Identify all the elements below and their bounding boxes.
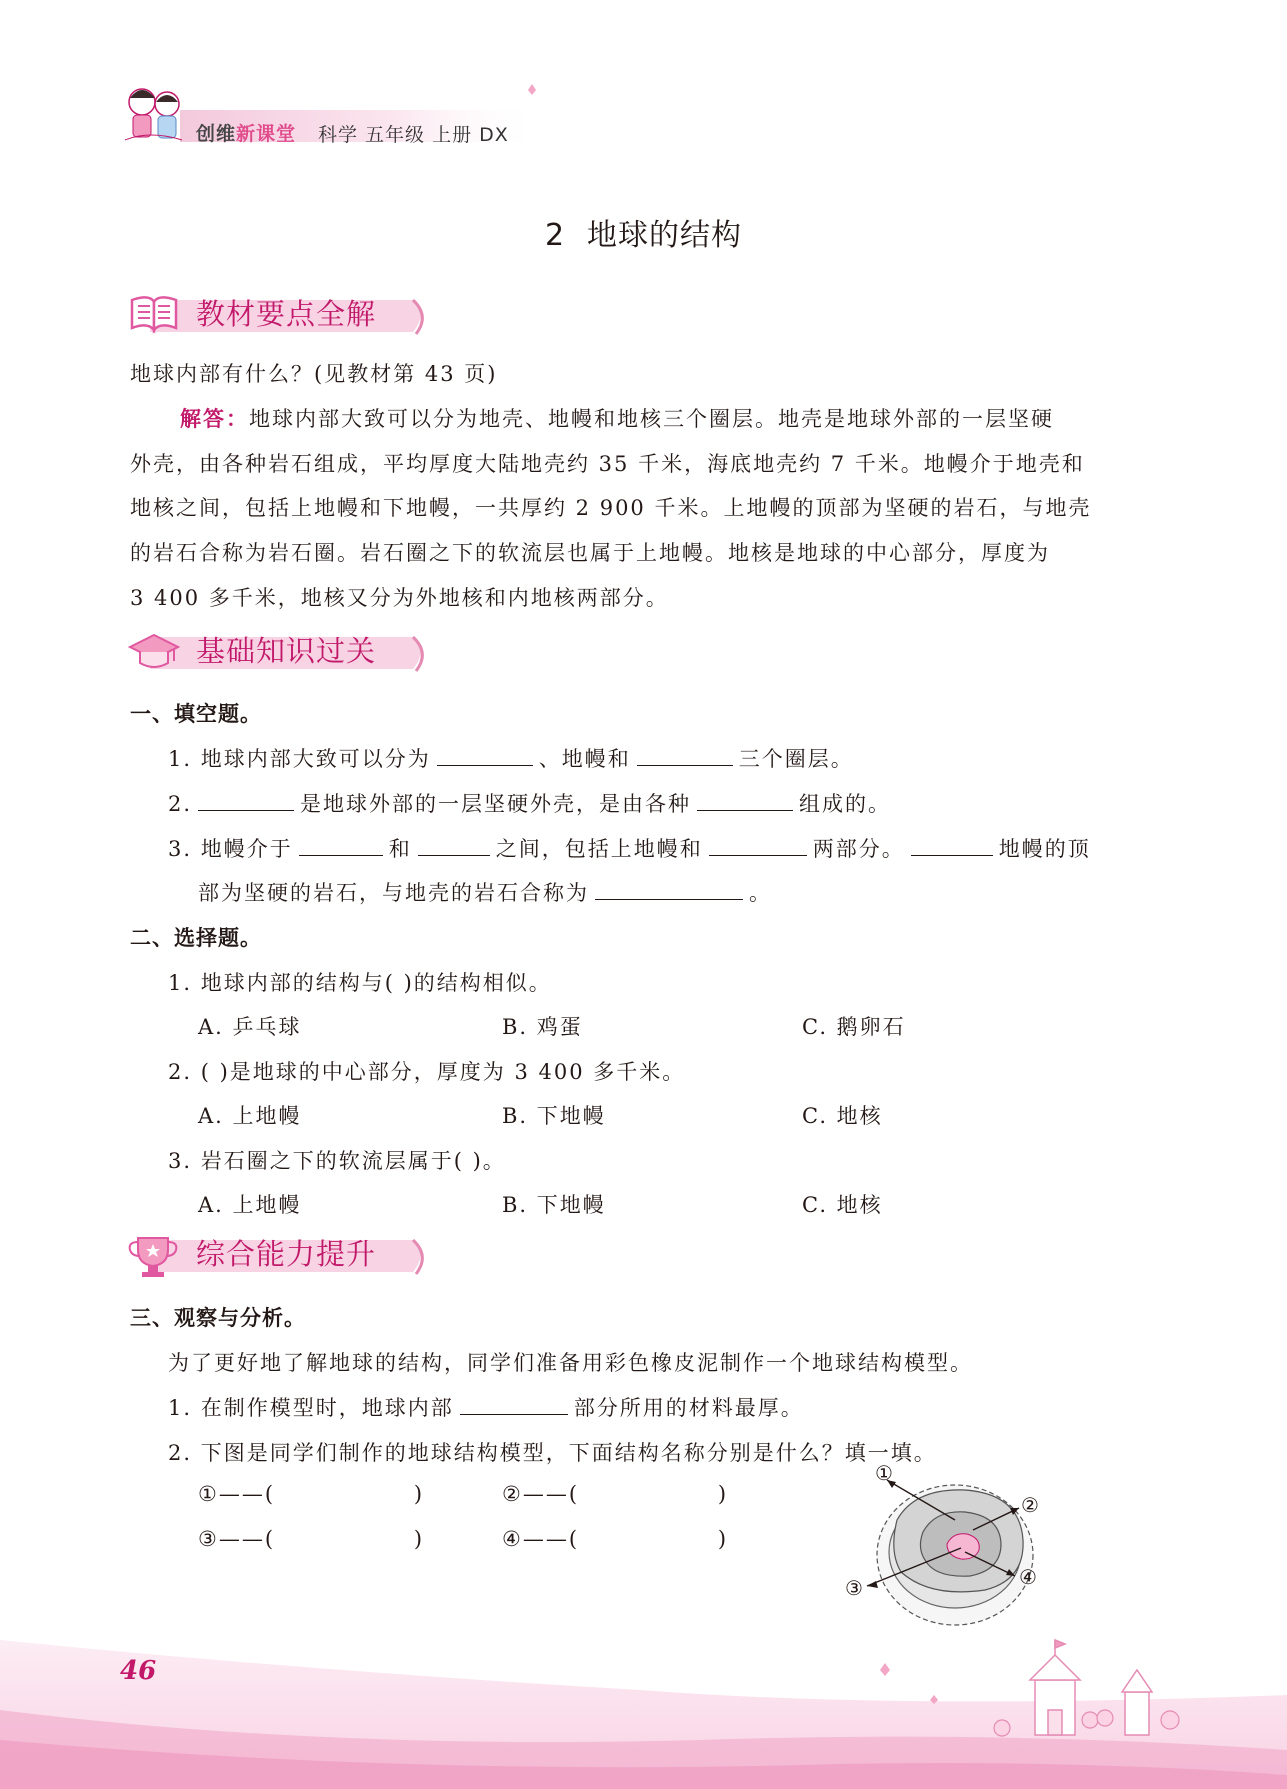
page-title: 2 地球的结构 [544,218,743,253]
fill-question-3: 3. 地幔介于 和 之间，包括上地幔和 两部分。 地幔的顶 [168,837,1091,861]
structure-item-4: ④——( ) [502,1527,729,1551]
answer-line-5: 3 400 多千米，地核又分为外地核和内地核两部分。 [130,586,669,610]
choice-question-1: 1. 地球内部的结构与( )的结构相似。 [168,971,552,995]
book-subtitle: 科学 五年级 上册 DX [318,124,509,146]
brand-name: 创维新课堂 [196,123,297,145]
diagram-label-2: ② [1021,1493,1039,1517]
section-banner-textbook [128,290,433,338]
choice-2-option-b: B. 下地幔 [502,1104,606,1128]
structure-item-2: ②——( ) [502,1482,729,1506]
choice-1-option-c: C. 鹅卵石 [802,1015,906,1039]
page-number: 46 [120,1656,157,1686]
section-title: 教材要点全解 [196,297,377,331]
footer-decoration [0,1600,1287,1789]
analysis-intro: 为了更好地了解地球的结构，同学们准备用彩色橡皮泥制作一个地球结构模型。 [168,1351,973,1375]
answer-line-4: 的岩石合称为岩石圈。岩石圈之下的软流层也属于上地幔。地核是地球的中心部分，厚度为 [130,541,1050,565]
book-icon [132,297,176,330]
question-text: 地球内部有什么？(见教材第 43 页) [130,362,498,386]
choice-1-option-a: A. 乒乓球 [198,1015,302,1039]
cartoon-kids-icon [125,89,182,140]
analysis-question-2: 2. 下图是同学们制作的地球结构模型，下面结构名称分别是什么？填一填。 [168,1441,937,1465]
choice-2-option-a: A. 上地幔 [198,1104,302,1128]
analysis-question-1: 1. 在制作模型时，地球内部 部分所用的材料最厚。 [168,1396,804,1420]
choice-question-3: 3. 岩石圈之下的软流层属于( )。 [168,1149,506,1173]
fill-heading: 一、填空题。 [130,702,262,726]
structure-item-1: ①——( ) [198,1482,425,1506]
diagram-label-3: ③ [845,1576,863,1600]
fill-question-2: 2. 是地球外部的一层坚硬外壳，是由各种 组成的。 [168,792,892,816]
section-title: 基础知识过关 [196,634,377,668]
section-banner-basic [128,629,433,677]
choice-3-option-a: A. 上地幔 [198,1193,302,1217]
answer-line-2: 外壳，由各种岩石组成，平均厚度大陆地壳约 35 千米，海底地壳约 7 千米。地幔介于地壳和 [130,452,1085,476]
choice-3-option-c: C. 地核 [802,1193,883,1217]
structure-item-3: ③——( ) [198,1527,425,1551]
section-banner-ability [128,1234,433,1282]
fill-question-1: 1. 地球内部大致可以分为 、地幔和 三个圈层。 [168,747,854,771]
diagram-label-4: ④ [1019,1565,1037,1589]
choice-question-2: 2. ( )是地球的中心部分，厚度为 3 400 多千米。 [168,1060,686,1084]
choice-2-option-c: C. 地核 [802,1104,883,1128]
diagram-label-1: ① [875,1461,893,1485]
answer-line-3: 地核之间，包括上地幔和下地幔，一共厚约 2 900 千米。上地幔的顶部为坚硬的岩石，与地壳 [130,496,1092,520]
answer-line-1: 解答：地球内部大致可以分为地壳、地幔和地核三个圈层。地壳是地球外部的一层坚硬 [180,407,1054,431]
analysis-heading: 三、观察与分析。 [130,1306,306,1330]
fill-question-3-cont: 部为坚硬的岩石，与地壳的岩石合称为 。 [198,881,772,905]
choice-heading: 二、选择题。 [130,926,262,950]
choice-3-option-b: B. 下地幔 [502,1193,606,1217]
section-title: 综合能力提升 [196,1237,377,1271]
choice-1-option-b: B. 鸡蛋 [502,1015,583,1039]
